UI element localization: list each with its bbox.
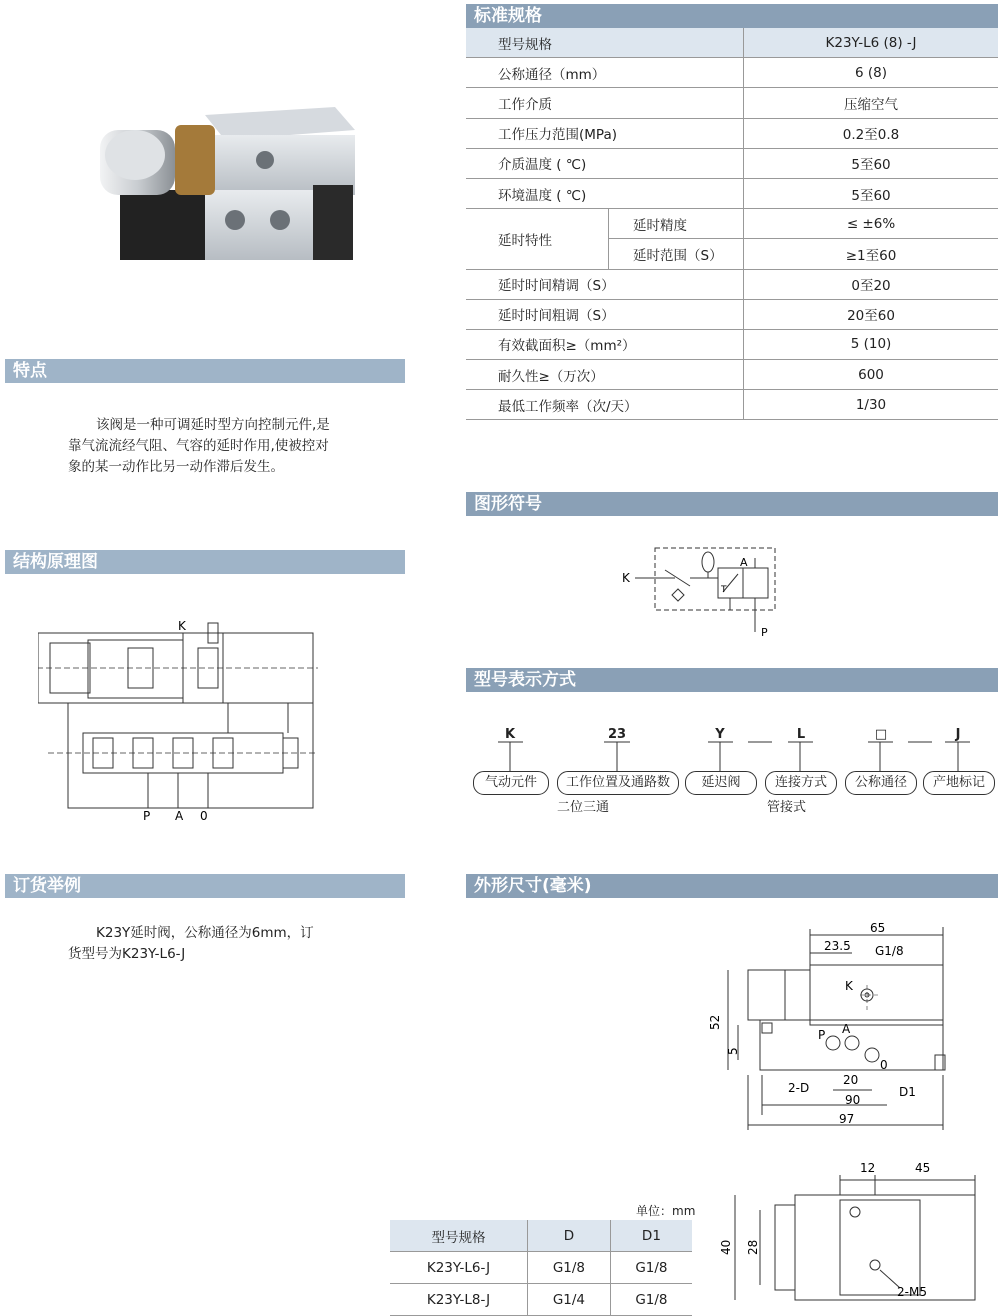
structure-label-p: P <box>143 809 151 823</box>
dim-table-row: K23Y-L6-J G1/8 G1/8 <box>390 1252 692 1284</box>
spec-row-delay-2: 延时范围（S） ≥1至60 <box>466 239 998 269</box>
dimension-table <box>390 1220 692 1316</box>
dim-p: P <box>818 1028 826 1042</box>
dim-28: 28 <box>746 1239 760 1255</box>
dim-o: 0 <box>880 1058 888 1072</box>
model-pill-origin: 产地标记 <box>923 771 995 795</box>
features-line-3: 象的某一动作比另一动作滞后发生。 <box>68 459 284 475</box>
model-code-box: □ <box>874 727 888 742</box>
structure-diagram <box>38 618 323 828</box>
dim-12: 12 <box>860 1161 876 1175</box>
spec-row: 公称通径（mm） 6 (8) <box>466 58 998 88</box>
symbol-diagram <box>620 540 790 640</box>
spec-row: 工作介质 压缩空气 <box>466 88 998 118</box>
structure-label-o: 0 <box>200 809 208 823</box>
structure-label-a: A <box>175 809 184 823</box>
spec-row: 有效截面积≥（mm²） 5 (10) <box>466 329 998 359</box>
dim-23-5: 23.5 <box>824 939 851 953</box>
model-note-2: 管接式 <box>767 800 807 815</box>
dim-d1: D1 <box>899 1085 916 1099</box>
model-pill-bore: 公称通径 <box>845 771 917 795</box>
dim-g18: G1/8 <box>875 944 904 958</box>
model-note-1: 二位三通 <box>557 800 610 815</box>
symbol-header: 图形符号 <box>466 492 998 516</box>
model-code-l: L <box>796 727 806 742</box>
dim-table-head: 型号规格 D D1 <box>390 1220 692 1252</box>
dims-header: 外形尺寸(毫米) <box>466 874 998 898</box>
spec-row: 最低工作频率（次/天） 1/30 <box>466 390 998 420</box>
structure-label-k: K <box>178 619 186 633</box>
spec-row: 工作压力范围(MPa) 0.2至0.8 <box>466 118 998 148</box>
dim-40: 40 <box>719 1239 733 1255</box>
structure-header: 结构原理图 <box>5 550 405 574</box>
symbol-label-a: A <box>740 556 748 569</box>
spec-header: 标准规格 <box>466 4 998 28</box>
dim-table-unit: 单位：mm <box>636 1204 696 1218</box>
model-code-k: K <box>504 727 516 742</box>
order-line-2: 货型号为K23Y-L6-J <box>68 946 186 962</box>
dim-5: 5 <box>726 1047 740 1055</box>
front-view-drawing <box>700 915 995 1135</box>
spec-table <box>466 28 998 420</box>
spec-row: 耐久性≥（万次） 600 <box>466 360 998 390</box>
spec-row-delay: 延时特性 延时精度 ≤ ±6% <box>466 209 998 239</box>
spec-row: 延时时间粗调（S） 20至60 <box>466 299 998 329</box>
spec-row: 环境温度 ( ℃) 5至60 <box>466 178 998 208</box>
symbol-label-p: P <box>761 626 768 639</box>
dim-2d: 2-D <box>788 1081 810 1095</box>
dim-97: 97 <box>839 1112 855 1126</box>
spec-row: 延时时间精调（S） 0至20 <box>466 269 998 299</box>
symbol-label-k: K <box>622 571 630 585</box>
order-header: 订货举例 <box>5 874 405 898</box>
model-code-j: J <box>955 727 961 742</box>
product-photo <box>95 105 365 270</box>
model-pill-positions: 工作位置及通路数 <box>557 771 679 795</box>
model-pill-delay: 延迟阀 <box>685 771 757 795</box>
top-view-drawing <box>715 1160 995 1310</box>
dim-52: 52 <box>708 1014 722 1030</box>
model-code-y: Y <box>715 727 725 742</box>
dim-20: 20 <box>843 1073 859 1087</box>
model-connectors <box>470 740 995 772</box>
dim-a: A <box>842 1022 851 1036</box>
dim-m5: 2-M5 <box>897 1285 927 1299</box>
order-line-1: K23Y延时阀，公称通径为6mm，订 <box>96 925 314 941</box>
dim-65: 65 <box>870 921 886 935</box>
model-code-23: 23 <box>607 727 627 742</box>
dim-90: 90 <box>845 1093 861 1107</box>
dim-45: 45 <box>915 1161 931 1175</box>
symbol-label-t: T <box>721 585 727 595</box>
model-pill-connection: 连接方式 <box>765 771 837 795</box>
model-header: 型号表示方式 <box>466 668 998 692</box>
spec-head-row: 型号规格 K23Y-L6 (8) -J <box>466 28 998 58</box>
features-line-1: 该阀是一种可调延时型方向控制元件,是 <box>96 417 330 433</box>
dim-k: K <box>845 979 853 993</box>
model-pill-pneumatic: 气动元件 <box>473 771 549 795</box>
spec-row: 介质温度 ( ℃) 5至60 <box>466 148 998 178</box>
features-header: 特点 <box>5 359 405 383</box>
dim-table-row: K23Y-L8-J G1/4 G1/8 <box>390 1284 692 1316</box>
features-line-2: 靠气流流经气阻、气容的延时作用,使被控对 <box>68 438 329 454</box>
